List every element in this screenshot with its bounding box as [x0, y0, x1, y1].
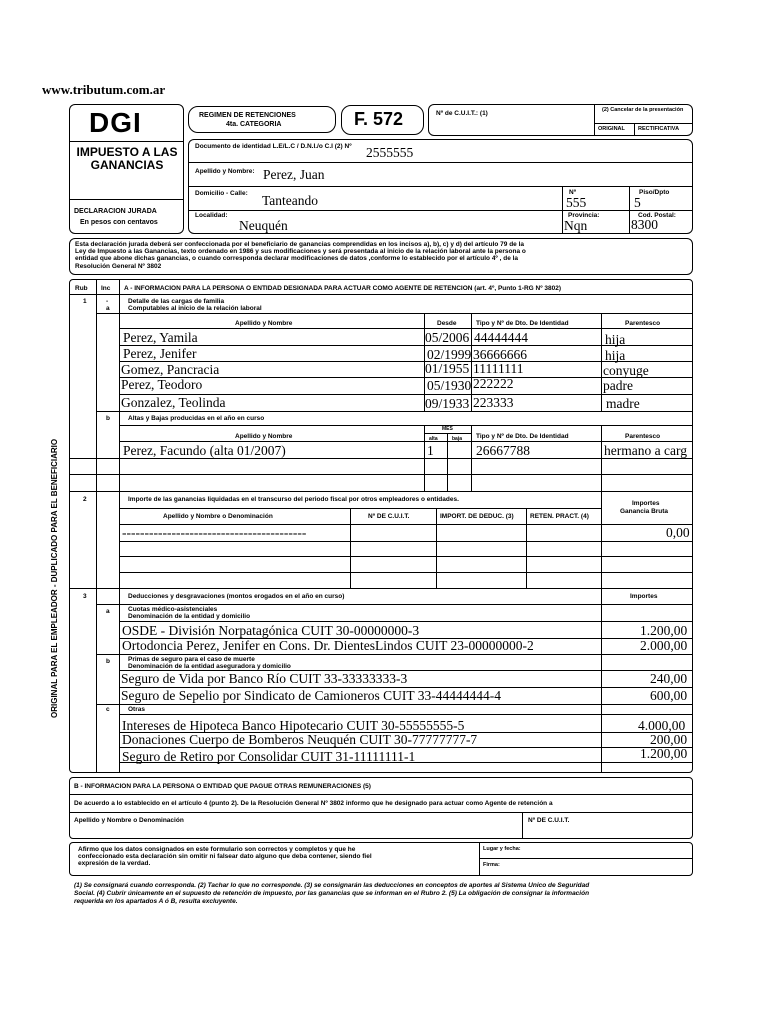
col-denominacion: Apellido y Nombre o Denominación: [163, 513, 273, 520]
form-number: F. 572: [354, 109, 404, 129]
regimen-box: [188, 106, 336, 133]
rectificativa-option[interactable]: RECTIFICATIVA: [638, 126, 680, 132]
rub2-total[interactable]: 0,00: [666, 525, 690, 540]
familia-nombre-3[interactable]: Perez, Teodoro: [121, 377, 203, 392]
col-apellido: Apellido y Nombre: [235, 320, 293, 327]
col-mes: MES: [442, 426, 453, 432]
col-reten: RETEN. PRACT. (4): [530, 513, 589, 520]
nro-label: Nº: [569, 189, 577, 196]
otra-importe-2[interactable]: 1.200,00: [640, 746, 688, 761]
col-desde: Desde: [437, 320, 457, 327]
altas-title: Altas y Bajas producidas en el año en curso: [128, 415, 265, 422]
otra-importe-0[interactable]: 4.000,00: [638, 718, 686, 733]
domicilio-label: Domicilio - Calle:: [195, 190, 248, 197]
familia-desde-2[interactable]: 01/1955: [425, 361, 470, 376]
afirmo-line2: confeccionado esta declaración sin omitir ni falsear dato alguno que deba contener, siendo fiel: [78, 853, 372, 860]
col-apellido-b: Apellido y Nombre: [235, 433, 293, 440]
prima-desc-0[interactable]: Seguro de Vida por Banco Río CUIT 33-33333333-3: [121, 671, 408, 686]
inc-header: Inc: [101, 285, 111, 292]
b-denominacion: Apellido y Nombre o Denominación: [74, 817, 184, 824]
b-cuit: Nº DE C.U.I.T.: [528, 817, 570, 824]
col-import-deduc: IMPORT. DE DEDUC. (3): [440, 513, 514, 520]
localidad-label: Localidad:: [195, 212, 228, 219]
familia-parentesco-4[interactable]: madre: [606, 396, 640, 411]
cuota-importe-0[interactable]: 1.200,00: [640, 623, 688, 638]
alta-mes[interactable]: 1: [427, 443, 434, 458]
inc-b3-label: b: [106, 658, 110, 665]
col-parentesco-b: Parentesco: [625, 433, 661, 440]
familia-doc-4[interactable]: 223333: [473, 395, 514, 410]
cargas-line2: Computables al inicio de la relación laboral: [128, 305, 262, 312]
familia-desde-0[interactable]: 05/2006: [425, 330, 470, 345]
prima-importe-0[interactable]: 240,00: [650, 671, 688, 686]
col-tipo-doc: Tipo y Nº de Dto. De Identidad: [476, 320, 569, 327]
provincia-value[interactable]: Nqn: [564, 218, 588, 233]
familia-doc-2[interactable]: 11111111: [473, 361, 524, 376]
cuotas-line2: Denominación de la entidad y domicilio: [128, 613, 251, 620]
prima-desc-1[interactable]: Seguro de Sepelio por Sindicato de Camioneros CUIT 33-44444444-4: [121, 688, 501, 703]
notice-line1: Esta declaración jurada deberá ser confeccionada por el beneficiario de ganancias comprendidas en los incisos a), b), c) y d) del artículo 79 de la: [75, 241, 525, 248]
familia-parentesco-2[interactable]: conyuge: [603, 363, 649, 378]
domicilio-value[interactable]: Tanteando: [262, 193, 319, 208]
afirmo-line1: Afirmo que los datos consignados en este formulario son correctos y completos y que he: [78, 846, 356, 853]
alta-nombre[interactable]: Perez, Facundo (alta 01/2007): [123, 443, 286, 458]
col-parentesco: Parentesco: [625, 320, 661, 327]
familia-desde-3[interactable]: 05/1930: [427, 378, 472, 393]
cuota-desc-1[interactable]: Ortodoncia Perez, Jenifer en Cons. Dr. DientesLindos CUIT 23-00000000-2: [122, 638, 534, 653]
regimen-line1: REGIMEN DE RETENCIONES: [199, 112, 296, 119]
otra-importe-1[interactable]: 200,00: [650, 732, 688, 747]
doc-label: Documento de identidad L.E/L.C / D.N.I./o C.I (2) Nº: [195, 143, 352, 150]
piso-value[interactable]: 5: [634, 195, 641, 210]
vertical-label: ORIGINAL PARA EL EMPLEADOR - DUPLICADO PARA EL BENEFICIARIO: [50, 438, 59, 718]
section-b-title: B - INFORMACION PARA LA PERSONA O ENTIDAD QUE PAGUE OTRAS REMUNERACIONES (5): [74, 783, 371, 790]
col-alta: alta: [429, 436, 438, 442]
familia-parentesco-3[interactable]: padre: [603, 378, 633, 393]
inc-a3-label: a: [106, 608, 110, 615]
cargas-line1: Detalle de las cargas de familia: [128, 298, 225, 305]
rub2-label: 2: [83, 496, 87, 503]
inc-a-label: a: [106, 305, 110, 312]
familia-doc-0[interactable]: 44444444: [474, 330, 528, 345]
inc-c-label: c: [106, 706, 110, 713]
rub2-title: Importe de las ganancias liquidadas en el transcurso del periodo fiscal por otros empleadores o entidades.: [128, 496, 459, 503]
rub3-label: 3: [83, 593, 87, 600]
rub3-title: Deducciones y desgravaciones (montos erogados en el año en curso): [128, 593, 345, 600]
cancelar-label: (2) Cancelar de la presentación: [602, 107, 684, 113]
familia-nombre-1[interactable]: Perez, Jenifer: [123, 346, 197, 361]
notice-line2: Ley de Impuesto a las Ganancias, texto ordenado en 1986 y sus modificaciones y será presentada al inicio de la relación laboral ante la persona o: [75, 248, 526, 255]
notice-line3: entidad que abone dichas ganancias, o cuando corresponda declarar modificaciones de datos ,conforme lo establecido por el artículo 4º , de la: [75, 255, 519, 262]
otra-desc-0[interactable]: Intereses de Hipoteca Banco Hipotecario CUIT 30-55555555-5: [122, 718, 465, 733]
inc-dash: -: [106, 298, 109, 305]
nombre-label: Apellido y Nombre:: [195, 168, 255, 175]
cuit-label: Nº de C.U.I.T.: (1): [436, 110, 488, 117]
cuota-desc-0[interactable]: OSDE - División Norpatagónica CUIT 30-00000000-3: [122, 623, 420, 638]
col-importes3: Importes: [630, 593, 658, 600]
regimen-line2: 4ta. CATEGORIA: [226, 121, 282, 128]
lugar-label: Lugar y fecha:: [483, 846, 521, 852]
section-a-title: A - INFORMACION PARA LA PERSONA O ENTIDAD DESIGNADA PARA ACTUAR COMO AGENTE DE RETENCION (art. 4º, Punto 1-RG Nº 3802): [124, 285, 562, 292]
piso-label: Piso/Dpto: [639, 189, 670, 196]
cp-label: Cod. Postal:: [638, 212, 676, 219]
section-b-text: De acuerdo a lo establecido en el artículo 4 (punto 2). De la Resolución General Nº 3802 informo que he designado para actuar como Agente de retención a: [74, 800, 553, 807]
familia-nombre-2[interactable]: Gomez, Pancracia: [121, 362, 220, 377]
rub-header: Rub: [75, 285, 88, 292]
otras-label: Otras: [128, 706, 145, 713]
familia-doc-3[interactable]: 222222: [473, 376, 514, 391]
familia-desde-4[interactable]: 09/1933: [425, 396, 470, 411]
localidad-value[interactable]: Neuquén: [239, 218, 288, 233]
primas-line2: Denominación de la entidad aseguradora y domicilio: [128, 663, 291, 670]
afirmo-line3: expresión de la verdad.: [78, 860, 151, 867]
form-title: IMPUESTO A LAS GANANCIAS: [76, 145, 178, 172]
cuotas-line1: Cuotas médico-asistenciales: [128, 606, 218, 613]
otra-desc-2[interactable]: Seguro de Retiro por Consolidar CUIT 31-11111111-1: [122, 749, 416, 764]
col-ganancia: Ganancia Bruta: [620, 508, 669, 515]
col-cuit: Nº DE C.U.I.T.: [368, 513, 410, 520]
nro-value[interactable]: 555: [566, 195, 587, 210]
footnote-line2: Social. (4) Cubrir únicamente en el supuesto de retención de impuesto, por las ganancias que se informan en el Rubro 2. (5) La obligación de consignar la información: [74, 890, 590, 897]
familia-parentesco-1[interactable]: hija: [605, 348, 626, 363]
doc-value[interactable]: 2555555: [366, 145, 414, 160]
col-baja: baja: [452, 436, 463, 442]
primas-line1: Primas de seguro para el caso de muerte: [128, 656, 255, 663]
provincia-label: Provincia:: [568, 212, 600, 219]
inc-b-label: b: [106, 415, 110, 422]
en-pesos-label: En pesos con centavos: [80, 219, 158, 226]
familia-doc-1[interactable]: 36666666: [473, 347, 527, 362]
footnote-line1: (1) Se consignará cuando corresponda. (2) Tachar lo que no corresponde. (3) se consignarán las deducciones en conceptos de aportes al Sistema Unico de Seguridad: [74, 882, 590, 889]
familia-desde-1[interactable]: 02/1999: [427, 347, 472, 362]
otra-desc-1[interactable]: Donaciones Cuerpo de Bomberos Neuquén CUIT 30-77777777-7: [122, 732, 478, 747]
prima-importe-1[interactable]: 600,00: [650, 688, 688, 703]
nombre-value[interactable]: Perez, Juan: [263, 167, 325, 182]
alta-doc[interactable]: 26667788: [476, 443, 530, 458]
cp-value[interactable]: 8300: [631, 217, 658, 232]
declaracion-label: DECLARACION JURADA: [74, 208, 157, 215]
original-option[interactable]: ORIGINAL: [598, 126, 625, 132]
notice-line4: Resolución General Nº 3802: [75, 263, 162, 270]
rub1-label: 1: [83, 298, 87, 305]
col-importes: Importes: [632, 500, 660, 507]
familia-nombre-0[interactable]: Perez, Yamila: [123, 330, 198, 345]
col-tipo-doc-b: Tipo y Nº de Dto. De Identidad: [476, 433, 569, 440]
cuota-importe-1[interactable]: 2.000,00: [640, 638, 688, 653]
dgi-logo: DGI: [89, 107, 142, 138]
familia-nombre-4[interactable]: Gonzalez, Teolinda: [121, 395, 226, 410]
site-url[interactable]: www.tributum.com.ar: [42, 82, 166, 97]
footnote-line3: requerida en los apartados A ó B, resulta excluyente.: [74, 898, 238, 905]
alta-parentesco[interactable]: hermano a carg: [604, 443, 687, 458]
rub2-dashes: -----------------------------------------: [122, 525, 307, 540]
familia-parentesco-0[interactable]: hija: [605, 332, 626, 347]
firma-label: Firma:: [483, 862, 500, 868]
